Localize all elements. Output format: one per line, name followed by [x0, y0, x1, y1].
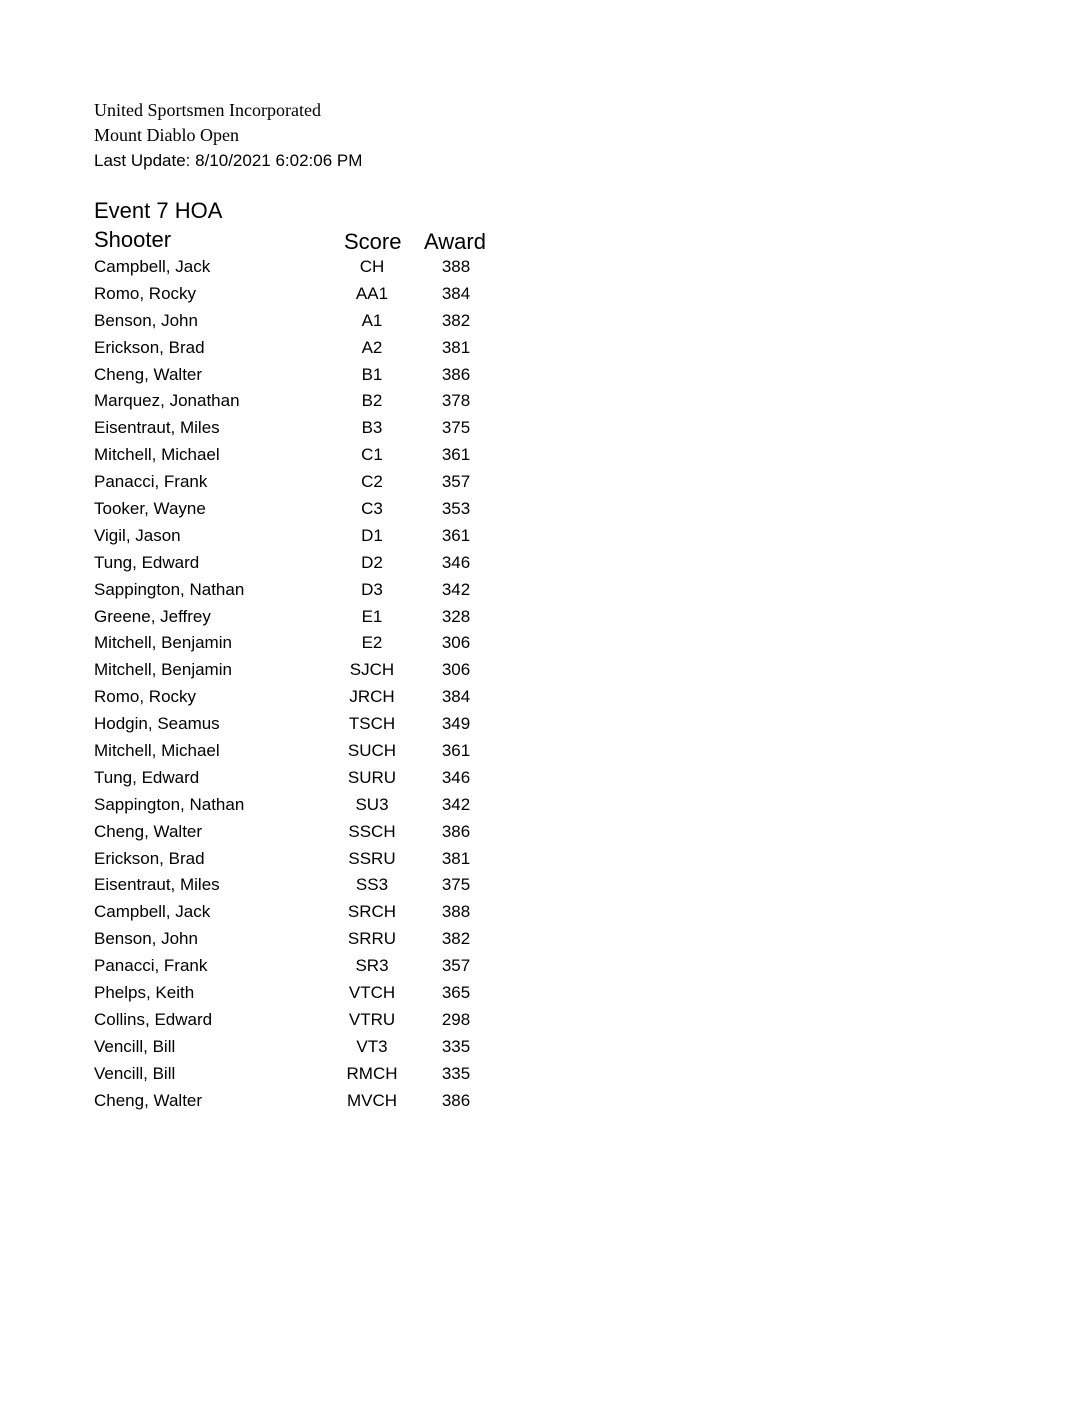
score-cell: VT3: [356, 1036, 388, 1056]
award-cell: 388: [441, 902, 471, 922]
table-row: [0, 630, 1088, 657]
table-row: [0, 819, 1088, 846]
score-cell: MVCH: [346, 1090, 398, 1110]
column-header-score: Score: [344, 229, 402, 254]
score-cell: AA1: [355, 283, 389, 303]
score-cell: RMCH: [346, 1063, 398, 1083]
award-cell: 361: [441, 445, 471, 465]
results-column-headers: [0, 224, 1088, 256]
table-row: [0, 577, 1088, 604]
score-cell: VTRU: [348, 1009, 396, 1029]
shooter-name-cell: Tooker, Wayne: [94, 499, 206, 519]
award-cell: 388: [441, 257, 471, 276]
shooter-name-cell: Cheng, Walter: [94, 364, 203, 384]
score-cell: D2: [361, 552, 383, 572]
table-row: [0, 1061, 1088, 1088]
shooter-name-cell: Campbell, Jack: [94, 902, 211, 922]
table-row: [0, 469, 1088, 496]
award-cell: 365: [441, 983, 471, 1003]
award-cell: 361: [441, 741, 471, 761]
award-cell: 381: [441, 337, 471, 357]
table-row: [0, 254, 1088, 281]
award-cell: 375: [441, 875, 471, 895]
award-cell: 382: [441, 310, 471, 330]
table-row: [0, 953, 1088, 980]
award-cell: 382: [441, 929, 471, 949]
table-row: [0, 281, 1088, 308]
table-row: [0, 550, 1088, 577]
shooter-name-cell: Mitchell, Michael: [94, 445, 220, 465]
table-row: [0, 738, 1088, 765]
shooter-name-cell: Greene, Jeffrey: [94, 606, 211, 626]
table-row: [0, 657, 1088, 684]
score-cell: E2: [361, 633, 383, 653]
score-cell: B3: [361, 418, 383, 438]
table-row: [0, 1088, 1088, 1115]
award-cell: 384: [441, 687, 471, 707]
score-cell: B1: [361, 364, 383, 384]
score-cell: SR3: [355, 956, 389, 976]
award-cell: 346: [441, 767, 471, 787]
column-header-award: Award: [424, 229, 486, 254]
shooter-name-cell: Eisentraut, Miles: [94, 875, 220, 895]
score-cell: B2: [361, 391, 383, 411]
table-row: [0, 899, 1088, 926]
shooter-name-cell: Benson, John: [94, 929, 198, 949]
shooter-name-cell: Campbell, Jack: [94, 257, 211, 276]
shooter-name-cell: Vencill, Bill: [94, 1063, 176, 1083]
score-cell: E1: [361, 606, 383, 626]
shooter-name-cell: Mitchell, Benjamin: [94, 633, 232, 653]
award-cell: 384: [441, 283, 471, 303]
score-cell: JRCH: [349, 687, 395, 707]
table-row: [0, 388, 1088, 415]
shooter-name-cell: Vencill, Bill: [94, 1036, 176, 1056]
score-cell: SS3: [355, 875, 389, 895]
award-cell: 328: [441, 606, 471, 626]
award-cell: 346: [441, 552, 471, 572]
table-row: [0, 846, 1088, 873]
shooter-name-cell: Panacci, Frank: [94, 956, 208, 976]
table-row: [0, 442, 1088, 469]
shooter-name-cell: Collins, Edward: [94, 1009, 213, 1029]
score-cell: C2: [361, 472, 383, 492]
shooter-name-cell: Tung, Edward: [94, 552, 200, 572]
event-title: Event 7 HOA: [94, 198, 223, 223]
table-row: [0, 362, 1088, 389]
shooter-name-cell: Benson, John: [94, 310, 198, 330]
score-cell: A2: [361, 337, 383, 357]
score-cell: C3: [361, 499, 383, 519]
score-cell: TSCH: [348, 714, 396, 734]
shooter-name-cell: Sappington, Nathan: [94, 579, 245, 599]
shooter-name-cell: Tung, Edward: [94, 767, 200, 787]
table-row: [0, 1034, 1088, 1061]
score-cell: C1: [361, 445, 383, 465]
shooter-name-cell: Erickson, Brad: [94, 337, 205, 357]
shooter-name-cell: Romo, Rocky: [94, 687, 197, 707]
table-row: [0, 684, 1088, 711]
shooter-name-cell: Vigil, Jason: [94, 525, 181, 545]
table-row: [0, 765, 1088, 792]
shooter-name-cell: Marquez, Jonathan: [94, 391, 240, 411]
organization-name: United Sportsmen Incorporated: [94, 100, 321, 120]
table-row: [0, 335, 1088, 362]
award-cell: 349: [441, 714, 471, 734]
score-cell: SSRU: [348, 848, 396, 868]
shooter-name-cell: Erickson, Brad: [94, 848, 205, 868]
shooter-name-cell: Sappington, Nathan: [94, 794, 245, 814]
table-row: [0, 415, 1088, 442]
award-cell: 386: [441, 364, 471, 384]
score-cell: D3: [361, 579, 383, 599]
score-cell: CH: [359, 257, 385, 276]
shooter-name-cell: Mitchell, Benjamin: [94, 660, 232, 680]
award-cell: 386: [441, 1090, 471, 1110]
award-cell: 361: [441, 525, 471, 545]
award-cell: 353: [441, 499, 471, 519]
award-cell: 306: [441, 660, 471, 680]
score-cell: SRRU: [347, 929, 397, 949]
score-cell: SUCH: [347, 741, 397, 761]
award-cell: 335: [441, 1063, 471, 1083]
award-cell: 306: [441, 633, 471, 653]
table-row: [0, 496, 1088, 523]
shooter-name-cell: Hodgin, Seamus: [94, 714, 220, 734]
shooter-name-cell: Cheng, Walter: [94, 821, 203, 841]
shooter-name-cell: Cheng, Walter: [94, 1090, 203, 1110]
table-row: [0, 1007, 1088, 1034]
award-cell: 357: [441, 956, 471, 976]
award-cell: 375: [441, 418, 471, 438]
table-row: [0, 980, 1088, 1007]
table-row: [0, 872, 1088, 899]
award-cell: 342: [441, 579, 471, 599]
shooter-name-cell: Panacci, Frank: [94, 472, 208, 492]
match-name: Mount Diablo Open: [94, 125, 239, 145]
shooter-name-cell: Romo, Rocky: [94, 283, 197, 303]
score-cell: SURU: [347, 767, 397, 787]
table-row: [0, 523, 1088, 550]
award-cell: 386: [441, 821, 471, 841]
score-cell: SU3: [355, 794, 389, 814]
award-cell: 357: [441, 472, 471, 492]
results-table: [0, 254, 1088, 1115]
award-cell: 381: [441, 848, 471, 868]
shooter-name-cell: Eisentraut, Miles: [94, 418, 220, 438]
award-cell: 335: [441, 1036, 471, 1056]
table-row: [0, 926, 1088, 953]
score-cell: VTCH: [348, 983, 396, 1003]
last-update-timestamp: Last Update: 8/10/2021 6:02:06 PM: [94, 151, 363, 170]
score-cell: A1: [361, 310, 383, 330]
award-cell: 342: [441, 794, 471, 814]
table-row: [0, 604, 1088, 631]
table-row: [0, 711, 1088, 738]
table-row: [0, 308, 1088, 335]
score-cell: SJCH: [349, 660, 395, 680]
award-cell: 298: [441, 1009, 471, 1029]
document-header: [94, 98, 694, 174]
score-cell: SRCH: [347, 902, 397, 922]
score-cell: D1: [361, 525, 383, 545]
shooter-name-cell: Mitchell, Michael: [94, 741, 220, 761]
shooter-name-cell: Phelps, Keith: [94, 983, 195, 1003]
table-row: [0, 792, 1088, 819]
score-cell: SSCH: [348, 821, 396, 841]
column-header-shooter: Shooter: [94, 227, 172, 252]
award-cell: 378: [441, 391, 471, 411]
